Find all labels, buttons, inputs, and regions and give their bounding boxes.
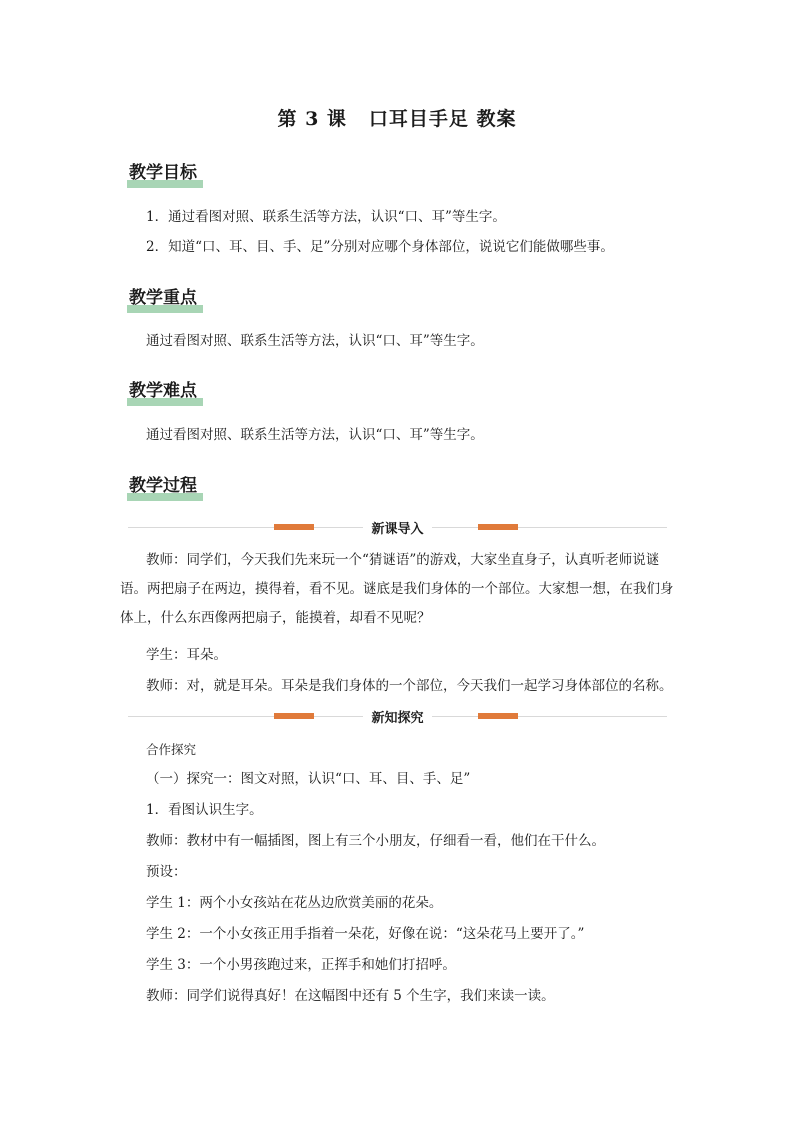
difficulties-text: 通过看图对照、联系生活等方法，认识“口、耳”等生字。 xyxy=(146,427,484,443)
objective-item-2: 2．知道“口、耳、目、手、足”分别对应哪个身体部位，说说它们能做哪些事。 xyxy=(146,239,614,255)
intro-student-answer: 学生：耳朵。 xyxy=(146,647,227,663)
divider-label: 新课导入 xyxy=(363,522,431,537)
section-divider-explore xyxy=(128,708,667,724)
explore-line: （一）探究一：图文对照，认识“口、耳、目、手、足” xyxy=(146,771,471,787)
section-divider-intro xyxy=(128,519,667,535)
explore-line: 学生 2：一个小女孩正用手指着一朵花，好像在说：“这朵花马上要开了。” xyxy=(146,926,585,942)
lesson-number: 第 3 课 xyxy=(277,108,347,130)
objective-item-1: 1．通过看图对照、联系生活等方法，认识“口、耳”等生字。 xyxy=(146,209,506,225)
page-title xyxy=(0,104,794,131)
key-points-text: 通过看图对照、联系生活等方法，认识“口、耳”等生字。 xyxy=(146,333,484,349)
explore-line: 学生 1：两个小女孩站在花丛边欣赏美丽的花朵。 xyxy=(146,895,443,911)
intro-teacher-followup: 教师：对，就是耳朵。耳朵是我们身体的一个部位，今天我们一起学习身体部位的名称。 xyxy=(146,678,673,694)
intro-teacher-riddle: 教师：同学们，今天我们先来玩一个“猜谜语”的游戏，大家坐直身子，认真听老师说谜语。两把扇子在两边，摸得着，看不见。谜底是我们身体的一个部位。大家想一想，在我们身体上，什么东西像两把扇子，能摸着，却看不见呢？ xyxy=(120,552,674,626)
divider-label: 新知探究 xyxy=(363,711,431,726)
explore-line: 学生 3：一个小男孩跑过来，正挥手和她们打招呼。 xyxy=(146,957,456,973)
explore-line: 预设： xyxy=(146,864,187,880)
heading-objectives: 教学目标 xyxy=(129,162,197,186)
lesson-name: 口耳目手足 教案 xyxy=(368,108,517,130)
explore-line: 教师：教材中有一幅插图，图上有三个小朋友，仔细看一看，他们在干什么。 xyxy=(146,833,605,849)
heading-key-points: 教学重点 xyxy=(129,287,197,311)
explore-line: 1．看图认识生字。 xyxy=(146,802,263,818)
heading-difficulties: 教学难点 xyxy=(129,380,197,404)
heading-process: 教学过程 xyxy=(129,475,197,499)
explore-subheading: 合作探究 xyxy=(146,742,197,757)
explore-line: 教师：同学们说得真好！在这幅图中还有 5 个生字，我们来读一读。 xyxy=(146,988,555,1004)
